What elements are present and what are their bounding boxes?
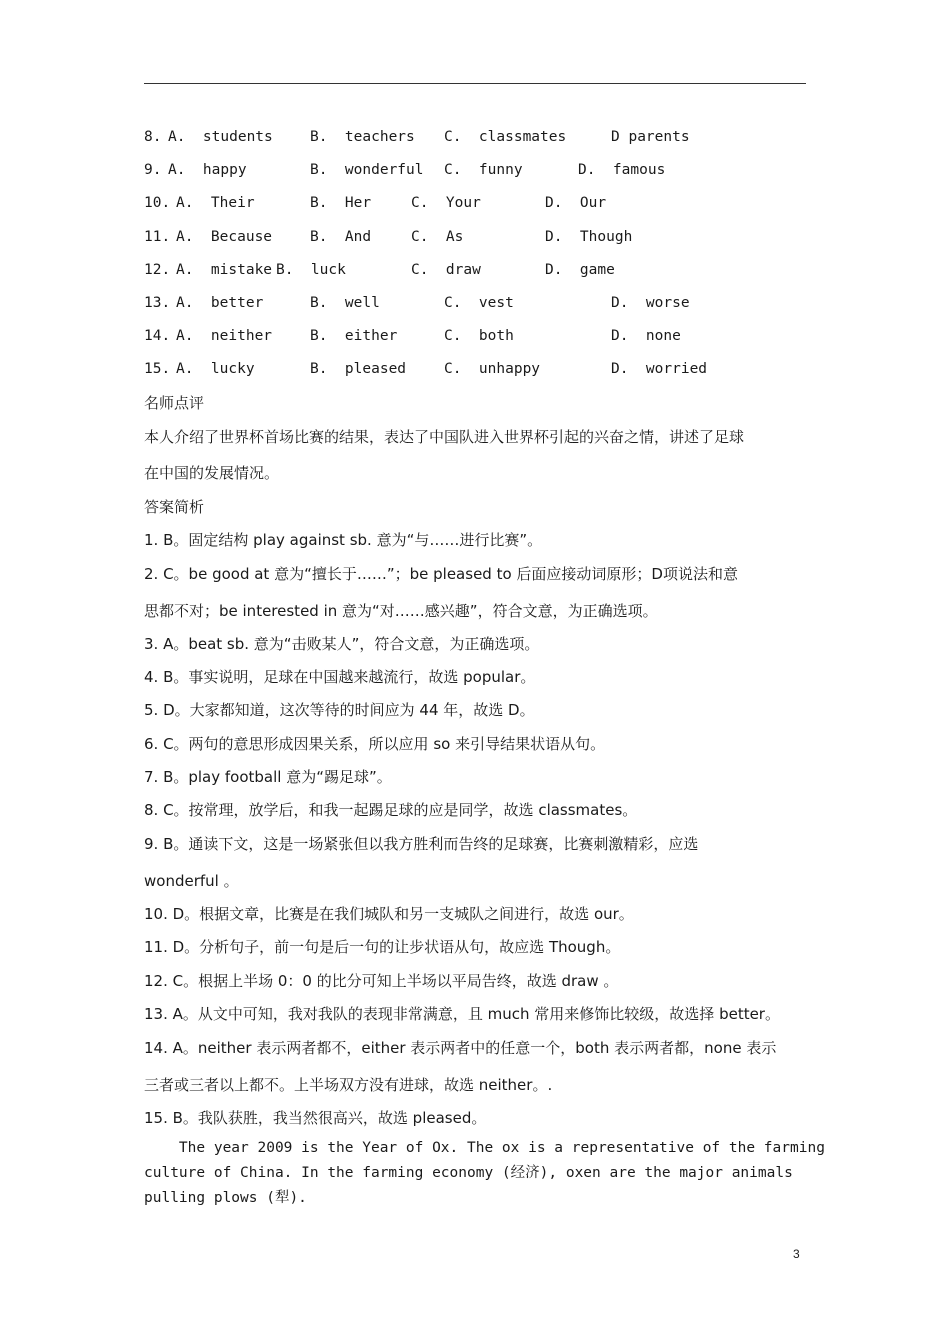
option-d: D. game: [545, 262, 615, 278]
option-d: D parents: [611, 129, 690, 145]
answer-line: 7. B。play football 意为“踢足球”。: [144, 768, 392, 786]
teacher-comment-line: 本人介绍了世界杯首场比赛的结果，表达了中国队进入世界杯引起的兴奋之情，讲述了足球: [144, 428, 745, 446]
option-c: C. draw: [411, 262, 481, 278]
question-number: 13.: [144, 295, 171, 311]
option-a: A. mistake: [176, 262, 273, 278]
answers-title: 答案简析: [144, 498, 205, 516]
option-b: B. And: [310, 229, 372, 245]
option-d: D. worse: [611, 295, 690, 311]
answer-line: 15. B。我队获胜，我当然很高兴，故选 pleased。: [144, 1109, 487, 1127]
option-row: [144, 160, 666, 180]
option-d: D. Though: [545, 229, 633, 245]
question-number: 11.: [144, 229, 171, 245]
answer-line: 13. A。从文中可知，我对我队的表现非常满意，且 much 常用来修饰比较级，故选择 better。: [144, 1005, 780, 1023]
answer-line: 12. C。根据上半场 0：0 的比分可知上半场以平局告终，故选 draw 。: [144, 972, 619, 990]
option-d: D. famous: [578, 162, 666, 178]
option-c: C. classmates: [444, 129, 567, 145]
answer-line: 9. B。通读下文，这是一场紧张但以我方胜利而告终的足球赛，比赛刺激精彩，应选: [144, 835, 699, 853]
question-number: 15.: [144, 361, 171, 377]
option-row: [144, 293, 690, 313]
teacher-comment-line: 在中国的发展情况。: [144, 464, 280, 482]
answer-line: 5. D。大家都知道，这次等待的时间应为 44 年，故选 D。: [144, 701, 535, 719]
option-row: [144, 127, 690, 147]
answer-line: 3. A。beat sb. 意为“击败某人”，符合文意，为正确选项。: [144, 635, 540, 653]
option-b: B. teachers: [310, 129, 415, 145]
option-a: A. Because: [176, 229, 273, 245]
option-row: [144, 193, 607, 213]
answer-line: 14. A。neither 表示两者都不，either 表示两者中的任意一个，both 表示两者都，none 表示: [144, 1039, 777, 1057]
option-a: A. better: [176, 295, 264, 311]
option-c: C. unhappy: [444, 361, 541, 377]
option-row: [144, 260, 615, 280]
passage-line: pulling plows (犁).: [144, 1190, 307, 1206]
option-b: B. Her: [310, 195, 372, 211]
page-number: 3: [793, 1247, 800, 1261]
answer-line: 2. C。be good at 意为“擅长于……”；be pleased to 后面应接动词原形；D项说法和意: [144, 565, 738, 583]
option-d: D. none: [611, 328, 681, 344]
option-b: B. wonderful: [310, 162, 424, 178]
option-b: B. pleased: [310, 361, 407, 377]
option-c: C. Your: [411, 195, 481, 211]
passage-line: culture of China. In the farming economy (经济), oxen are the major animals: [144, 1165, 793, 1181]
option-a: A. lucky: [176, 361, 255, 377]
question-number: 14.: [144, 328, 171, 344]
option-row: [144, 326, 681, 346]
option-a: A. neither: [176, 328, 273, 344]
answer-line: 11. D。分析句子，前一句是后一句的让步状语从句，故应选 Though。: [144, 938, 621, 956]
answer-line: 8. C。按常理，放学后，和我一起踢足球的应是同学，故选 classmates。: [144, 801, 638, 819]
answer-line: 4. B。事实说明，足球在中国越来越流行，故选 popular。: [144, 668, 536, 686]
answer-line: 10. D。根据文章，比赛是在我们城队和另一支城队之间进行，故选 our。: [144, 905, 634, 923]
option-row: [144, 359, 708, 379]
question-number: 10.: [144, 195, 171, 211]
option-c: C. vest: [444, 295, 514, 311]
option-row: [144, 227, 633, 247]
answer-line: 6. C。两句的意思形成因果关系，所以应用 so 来引导结果状语从句。: [144, 735, 606, 753]
option-d: D. worried: [611, 361, 708, 377]
option-b: B. well: [310, 295, 380, 311]
option-c: C. funny: [444, 162, 523, 178]
option-a: A. happy: [168, 162, 247, 178]
option-c: C. both: [444, 328, 514, 344]
question-number: 8.: [144, 129, 162, 145]
option-b: B. luck: [276, 262, 346, 278]
answer-line: wonderful 。: [144, 872, 239, 890]
option-b: B. either: [310, 328, 398, 344]
option-d: D. Our: [545, 195, 607, 211]
option-c: C. As: [411, 229, 464, 245]
option-a: A. students: [168, 129, 273, 145]
passage-line: The year 2009 is the Year of Ox. The ox is a representative of the farming: [144, 1140, 825, 1156]
answer-line: 1. B。固定结构 play against sb. 意为“与……进行比赛”。: [144, 531, 543, 549]
question-number: 12.: [144, 262, 171, 278]
option-a: A. Their: [176, 195, 255, 211]
answer-line: 思都不对；be interested in 意为“对……感兴趣”，符合文意，为正确选项。: [144, 602, 658, 620]
teacher-comment-title: 名师点评: [144, 394, 205, 412]
question-number: 9.: [144, 162, 162, 178]
answer-line: 三者或三者以上都不。上半场双方没有进球，故选 neither。.: [144, 1076, 553, 1094]
header-rule: [144, 83, 806, 84]
